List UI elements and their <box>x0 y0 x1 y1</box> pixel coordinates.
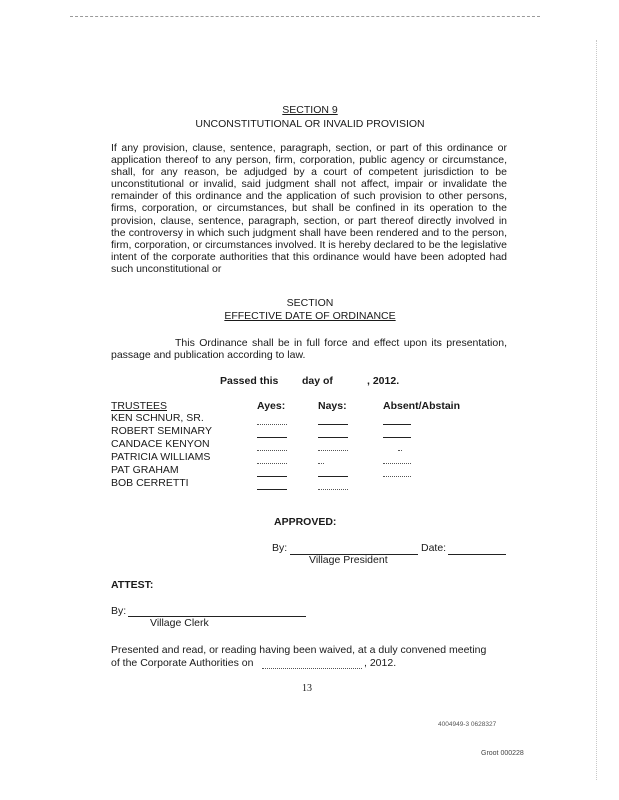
scan-artifact-top-line <box>70 16 540 17</box>
section-9-subheading: UNCONSTITUTIONAL OR INVALID PROVISION <box>195 118 425 130</box>
section-9-body: If any provision, clause, sentence, paragraph, section, or part of this ordinance or application thereof to any person, firm, corporation, public agency or circumstance, shall, for any reason, be adjudged by a court of competent jurisdiction to be unconstitutional or invalid, said judgment shall not affect, impair or invalidate the remainder of this ordinance and the application of such provision to other persons, firms, corporation, or circumstances, but shall be confined in its operation to the provision, clause, sentence, paragraph, section, or part thereof directly involved in the controversy in which such judgment shall have been rendered and to the person, firm, corporation, or circumstances involved. It is hereby declared to be the legislative intent of the corporate authorities that this ordinance would have been adopted had such unconstitutional or <box>111 142 507 275</box>
passed-day-of: day of <box>302 375 333 387</box>
attest-by-label: By: <box>111 605 127 617</box>
nays-blank <box>318 424 348 425</box>
village-clerk-title: Village Clerk <box>150 617 209 629</box>
ayes-blank <box>257 450 287 451</box>
trustee-name: KEN SCHNUR, SR. <box>111 412 204 424</box>
approved-by-label: By: <box>272 542 288 554</box>
nays-blank <box>318 437 348 438</box>
document-id: 4004949-3 0628327 <box>438 721 497 728</box>
closing-line-1: Presented and read, or reading having been waived, at a duly convened meeting <box>111 644 487 656</box>
section-effective-body: This Ordinance shall be in full force and effect upon its presentation, passage and publication according to law. <box>111 337 507 362</box>
ayes-blank <box>257 424 287 425</box>
ayes-blank <box>257 437 287 438</box>
absent-blank <box>383 437 411 438</box>
closing-line-2-suffix: , 2012. <box>364 657 397 669</box>
closing-line-2-prefix: of the Corporate Authorities on <box>111 657 254 669</box>
ayes-header: Ayes: <box>257 400 286 412</box>
absent-blank <box>383 476 411 477</box>
trustee-name: PAT GRAHAM <box>111 464 179 476</box>
section-effective-subheading: EFFECTIVE DATE OF ORDINANCE <box>224 310 396 322</box>
section-effective-heading: SECTION <box>286 297 334 309</box>
approved-date-label: Date: <box>421 542 447 554</box>
nays-blank <box>318 450 348 451</box>
section-9-heading: SECTION 9 <box>282 104 338 116</box>
absent-abstain-header: Absent/Abstain <box>383 400 461 412</box>
trustee-name: BOB CERRETTI <box>111 477 189 489</box>
nays-blank <box>318 463 324 464</box>
approved-date-line <box>448 554 506 555</box>
nays-header: Nays: <box>318 400 347 412</box>
ayes-blank <box>257 476 287 477</box>
trustees-header: TRUSTEES <box>111 400 168 412</box>
village-president-title: Village President <box>309 554 388 566</box>
attest-label: ATTEST: <box>111 579 154 591</box>
nays-blank <box>318 476 348 477</box>
ayes-blank <box>257 489 287 490</box>
passed-prefix: Passed this <box>220 375 279 387</box>
passed-year: , 2012. <box>367 375 400 387</box>
absent-blank <box>383 463 411 464</box>
approved-label: APPROVED: <box>274 516 337 528</box>
closing-date-blank <box>262 668 362 669</box>
nays-blank <box>318 489 348 490</box>
scan-artifact-right-edge <box>596 40 597 780</box>
trustee-name: PATRICIA WILLIAMS <box>111 451 211 463</box>
ayes-blank <box>257 463 287 464</box>
trustee-name: CANDACE KENYON <box>111 438 210 450</box>
bates-number: Groot 000228 <box>481 750 524 757</box>
trustee-name: ROBERT SEMINARY <box>111 425 212 437</box>
absent-blank <box>398 450 402 451</box>
page-number: 13 <box>302 683 312 694</box>
absent-blank <box>383 424 411 425</box>
